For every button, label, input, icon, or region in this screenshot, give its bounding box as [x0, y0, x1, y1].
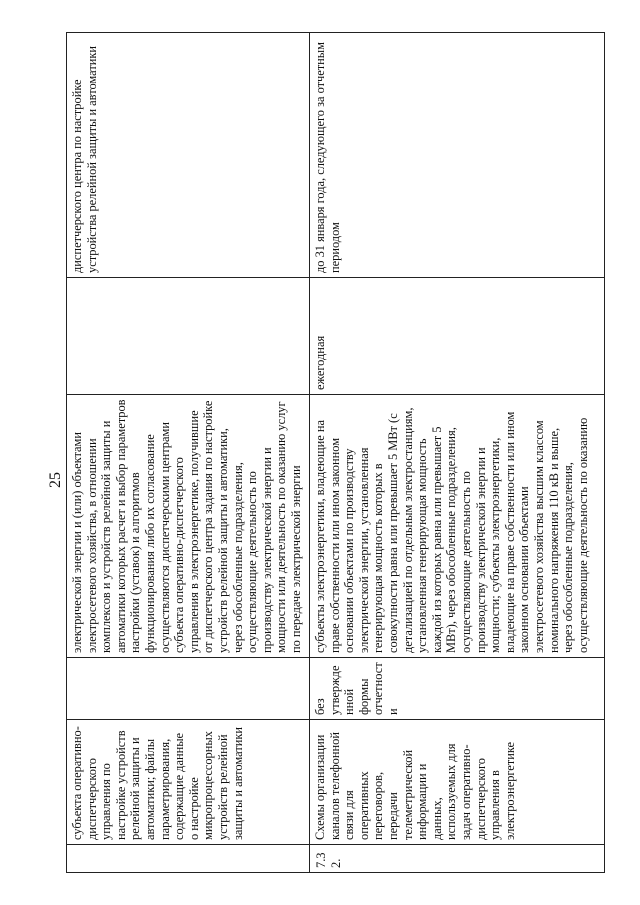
page-number: 25	[47, 472, 64, 488]
info-name-cell: субъекта оперативно-диспетчерского управления по настройке устройств релейной защиты и автоматики; файлы параметрирования, содержащие данные о настройке микропроцессорных устройств релейной защиты и автоматики	[67, 720, 310, 845]
row-number-cell	[67, 845, 310, 873]
table-row	[310, 33, 605, 873]
report-form-cell	[67, 658, 310, 720]
deadline-cell: диспетчерского центра по настройке устройства релейной защиты и автоматики	[67, 33, 310, 278]
info-name-cell: Схемы организации каналов телефонной связи для оперативных переговоров, передачи телеметрической информации и данных, используемых для задач оперативно-диспетчерского управления в электроэнергетике	[310, 720, 605, 845]
row-number-cell: 7.32.	[310, 845, 605, 873]
reporting-table	[66, 32, 605, 873]
deadline-cell: до 31 января года, следующего за отчетным периодом	[310, 33, 605, 278]
report-form-cell: без утвержденной формы отчетности	[310, 658, 605, 720]
rotated-table-wrapper	[66, 33, 604, 873]
table-row	[67, 33, 310, 873]
periodicity-cell: ежегодная	[310, 278, 605, 395]
periodicity-cell	[67, 278, 310, 395]
subjects-cell: электрической энергии и (или) объектами электросетевого хозяйства, в отношении комплексов и устройств релейной защиты и автоматики которых расчет и выбор параметров настройки (уставок) и алгоритмов функционирования либо их согласование осуществляются диспетчерскими центрами субъекта оперативно-диспетчерского управления в электроэнергетике, получившие от диспетчерского центра задания по настройке устройств релейной защиты и автоматики, через обособленные подразделения, осуществляющие деятельность по производству электрической энергии и мощности или деятельность по оказанию услуг по передаче электрической энергии	[67, 395, 310, 658]
subjects-cell: субъекты электроэнергетики, владеющие на праве собственности или ином законном основании объектами по производству электрической энергии, установленная генерирующая мощность которых в совокупности равна или превышает 5 МВт (с детализацией по отдельным электростанциям, установленная генерирующая мощность каждой из которых равна или превышает 5 МВт), через обособленные подразделения, осуществляющие деятельность по производству электрической энергии и мощности; субъекты электроэнергетики, владеющие на праве собственности или ином законном основании объектами электросетевого хозяйства высшим классом номинального напряжения 110 кВ и выше, через обособленные подразделения, осуществляющие деятельность по оказанию	[310, 395, 605, 658]
